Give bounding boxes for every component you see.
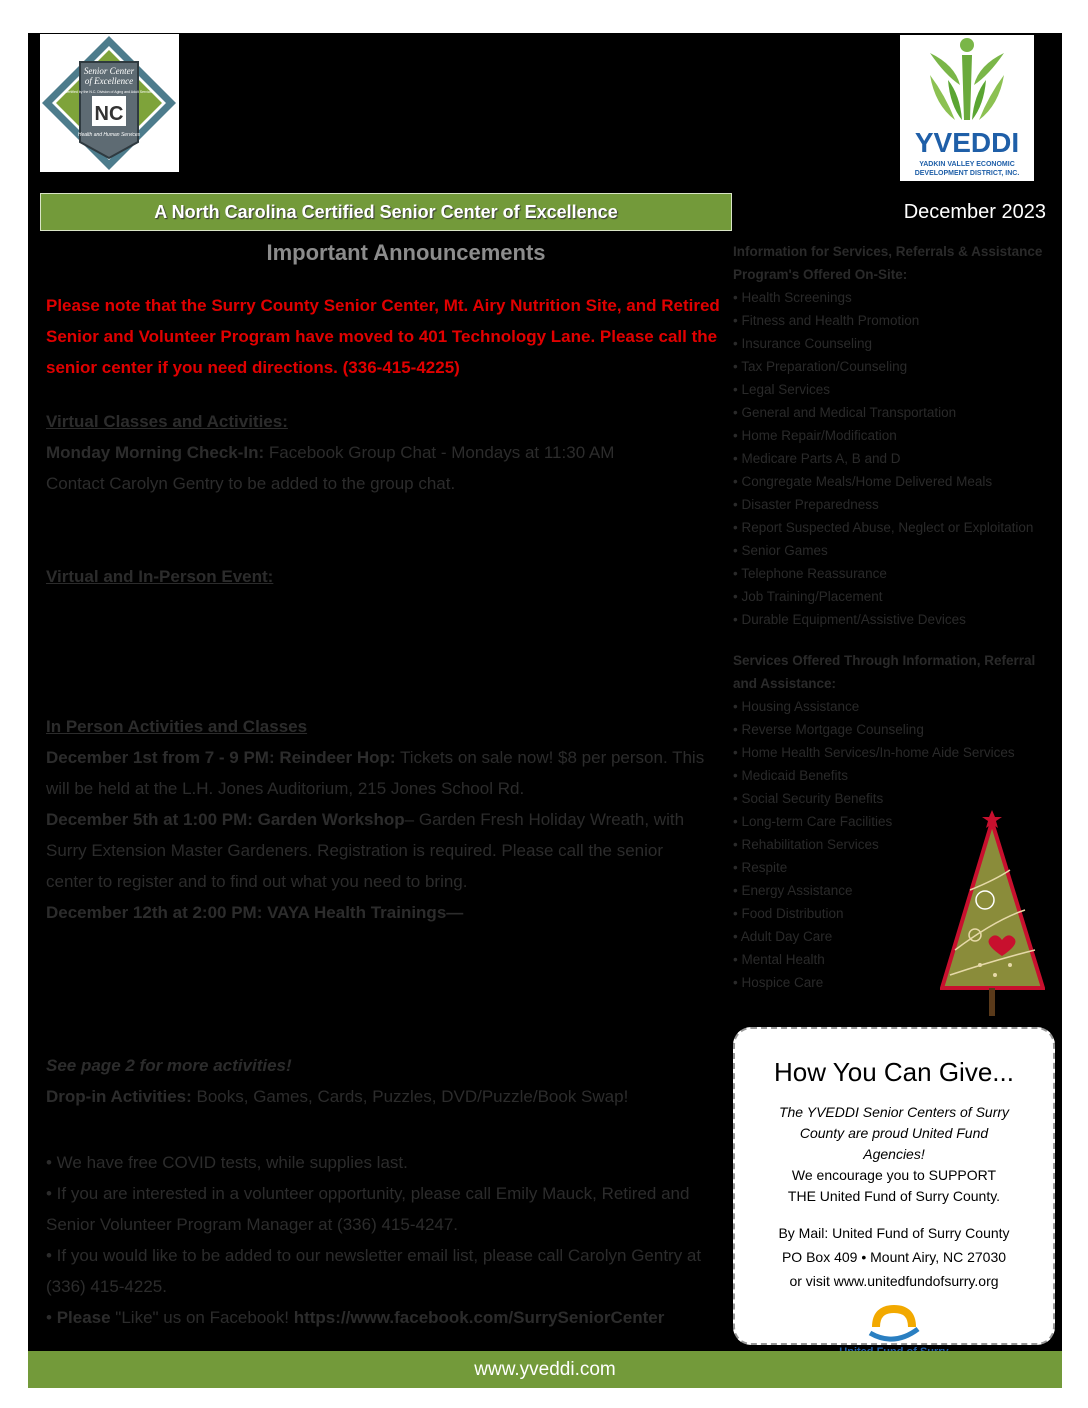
event-vaya-training: [46, 897, 711, 928]
svg-text:Certified by the N.C. Division: Certified by the N.C. Division of Aging and Adult Services: [64, 90, 154, 94]
mail-line: PO Box 409 • Mount Airy, NC 27030: [781, 1249, 1007, 1265]
virtual-inperson-section: [46, 561, 726, 592]
event-reindeer-hop: [46, 742, 711, 804]
event3-text: —: [446, 903, 464, 922]
mail-line: By Mail: United Fund of Surry County: [778, 1225, 1010, 1241]
service-item: • Report Suspected Abuse, Neglect or Exploitation: [733, 520, 1034, 535]
yveddi-logo: [900, 35, 1034, 181]
service-item: • Reverse Mortgage Counseling: [733, 722, 924, 737]
facebook-link[interactable]: https://www.facebook.com/SurrySeniorCenter: [293, 1308, 665, 1327]
relocation-notice: Please note that the Surry County Senior Center, Mt. Airy Nutrition Site, and Retired Senior and Volunteer Program have moved to 401 Technology Lane. Please call the senior center if you need directions. (336-415-4225): [46, 296, 720, 377]
svg-text:YVEDDI: YVEDDI: [914, 127, 1020, 158]
service-item: • Medicaid Benefits: [733, 768, 849, 783]
footer-url[interactable]: www.yveddi.com: [28, 1351, 1062, 1388]
mail-line[interactable]: or visit www.unitedfundofsurry.org: [789, 1273, 999, 1289]
service-item: • Legal Services: [733, 382, 831, 397]
facebook-please: Please: [56, 1308, 111, 1327]
service-item: • Housing Assistance: [733, 699, 860, 714]
svg-text:of Excellence: of Excellence: [84, 76, 134, 86]
note-item: • If you would like to be added to our newsletter email list, please call Carolyn Gentry at (336) 415-4225.: [46, 1246, 702, 1296]
service-item: • Adult Day Care: [733, 929, 833, 944]
dropin-label: Drop-in Activities:: [46, 1087, 192, 1106]
service-item: • Fitness and Health Promotion: [733, 313, 920, 328]
virtual-heading: Virtual Classes and Activities:: [46, 412, 288, 431]
dropin-section: [46, 1050, 726, 1112]
banner-text: A North Carolina Certified Senior Center of Excellence: [154, 201, 618, 222]
see-page-2: See page 2 for more activities!: [46, 1056, 292, 1075]
checkin-contact: Contact Carolyn Gentry to be added to the group chat.: [46, 474, 456, 493]
event1-text: Tickets on sale now! $8 per person. This will be held at the L.H. Jones Auditorium, 215 Jones School Rd.: [46, 748, 705, 798]
how-you-can-give-box: [733, 1027, 1055, 1345]
service-item: • Home Health Services/In-home Aide Services: [733, 745, 1015, 760]
svg-text:Senior Center: Senior Center: [83, 66, 135, 76]
service-item: • Health Screenings: [733, 290, 852, 305]
onsite-programs-list: [733, 286, 1058, 631]
inperson-section: [46, 711, 711, 928]
sidebar-heading-info: Information for Services, Referrals & Assistance: [733, 244, 1043, 259]
checkin-label: Monday Morning Check-In:: [46, 443, 265, 462]
give-title: How You Can Give...: [774, 1057, 1014, 1087]
svg-text:YADKIN VALLEY ECONOMIC: YADKIN VALLEY ECONOMIC: [919, 161, 1015, 168]
service-item: • General and Medical Transportation: [733, 405, 957, 420]
service-item: • Energy Assistance: [733, 883, 853, 898]
certification-banner: [40, 193, 732, 231]
give-support-note: We encourage you to SUPPORT THE United Fund of Surry County.: [787, 1167, 1001, 1204]
notes-list: [46, 1147, 716, 1333]
service-item: • Hospice Care: [733, 975, 824, 990]
service-item: • Telephone Reassurance: [733, 566, 887, 581]
service-item: • Rehabilitation Services: [733, 837, 879, 852]
event2-label: December 5th at 1:00 PM: Garden Workshop: [46, 810, 405, 829]
service-item: • Respite: [733, 860, 788, 875]
service-item: • Mental Health: [733, 952, 825, 967]
inperson-heading: In Person Activities and Classes: [46, 717, 308, 736]
note-item: • If you are interested in a volunteer opportunity, please call Emily Mauck, Retired and Senior Volunteer Program Manager at (336) 415-4247.: [46, 1184, 690, 1234]
service-item: • Home Repair/Modification: [733, 428, 897, 443]
announcements-title: Important Announcements: [266, 240, 546, 265]
service-item: • Disaster Preparedness: [733, 497, 879, 512]
give-agencies-note: The YVEDDI Senior Centers of Surry County are proud United Fund Agencies!: [778, 1104, 1010, 1162]
service-item: • Food Distribution: [733, 906, 844, 921]
svg-text:NC: NC: [94, 103, 124, 125]
event3-label: December 12th at 2:00 PM: VAYA Health Trainings: [46, 903, 447, 922]
facebook-line: • Please "Like" us on Facebook! https://www.facebook.com/SurrySeniorCenter: [46, 1308, 665, 1327]
christmas-tree-illustration: [940, 800, 1045, 1020]
service-item: • Durable Equipment/Assistive Devices: [733, 612, 966, 627]
svg-text:Health and Human Services: Health and Human Services: [77, 132, 141, 138]
issue-date: December 2023: [733, 193, 1062, 231]
service-item: • Senior Games: [733, 543, 828, 558]
event-garden-workshop: [46, 804, 711, 897]
senior-center-excellence-logo: [40, 34, 179, 172]
service-item: • Long-term Care Facilities: [733, 814, 893, 829]
service-item: • Tax Preparation/Counseling: [733, 359, 908, 374]
sidebar-heading-referral: Services Offered Through Information, Referral and Assistance:: [733, 653, 1036, 691]
service-item: • Job Training/Placement: [733, 589, 883, 604]
note-item: • We have free COVID tests, while supplies last.: [46, 1153, 408, 1172]
service-item: • Congregate Meals/Home Delivered Meals: [733, 474, 993, 489]
service-item: • Medicare Parts A, B and D: [733, 451, 901, 466]
service-item: • Insurance Counseling: [733, 336, 873, 351]
checkin-text: Facebook Group Chat - Mondays at 11:30 AM: [264, 443, 615, 462]
give-mail-info: [735, 1221, 1053, 1293]
virtual-section: [46, 406, 726, 499]
checkin-line: [46, 437, 726, 468]
service-item: • Social Security Benefits: [733, 791, 884, 806]
svg-text:DEVELOPMENT DISTRICT, INC.: DEVELOPMENT DISTRICT, INC.: [914, 170, 1020, 177]
event1-label: December 1st from 7 - 9 PM: Reindeer Hop:: [46, 748, 396, 767]
dropin-line: [46, 1081, 726, 1112]
dropin-text: Books, Games, Cards, Puzzles, DVD/Puzzle/Book Swap!: [191, 1087, 629, 1106]
facebook-text: "Like" us on Facebook!: [110, 1308, 294, 1327]
sidebar-heading-onsite: Program's Offered On-Site:: [733, 267, 908, 282]
event2-text: – Garden Fresh Holiday Wreath, with Surry Extension Master Gardeners. Registration is required. Please call the senior center to register and to find out what you need to bring.: [46, 810, 685, 891]
virtual-inperson-heading: Virtual and In-Person Event:: [46, 567, 274, 586]
